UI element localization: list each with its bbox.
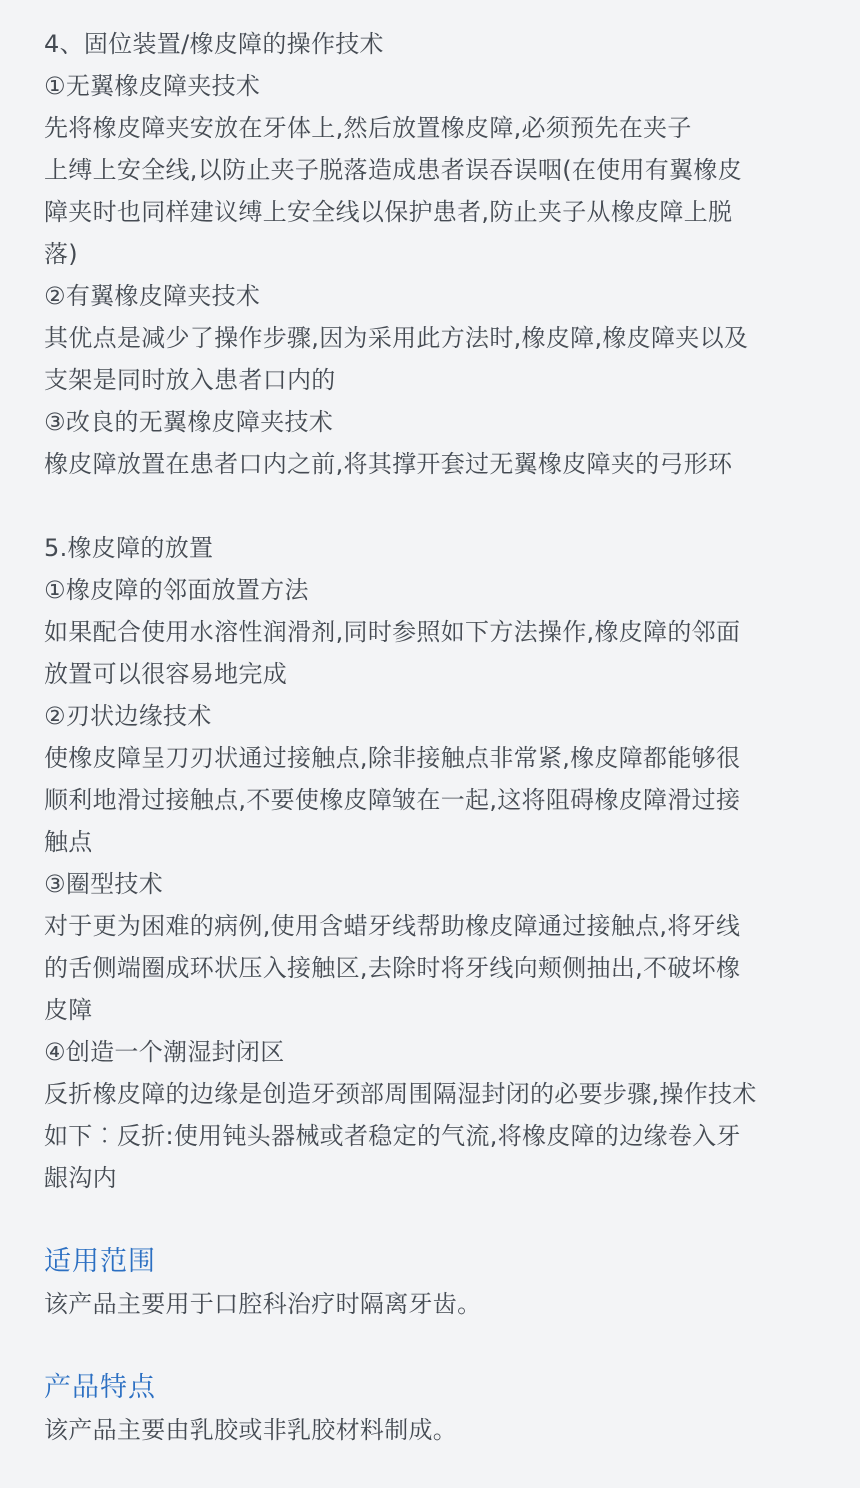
features-text: 该产品主要由乳胶或非乳胶材料制成。: [44, 1416, 458, 1444]
section5-sub3-line: 皮障: [44, 996, 93, 1024]
spacer: [44, 485, 816, 527]
section4-sub3-title: ③改良的无翼橡皮障夹技术: [44, 408, 334, 436]
section4-sub1-line: 先将橡皮障夹安放在牙体上,然后放置橡皮障,必须预先在夹子: [44, 114, 692, 142]
features-heading: 产品特点: [44, 1372, 156, 1403]
scope-text: 该产品主要用于口腔科治疗时隔离牙齿。: [44, 1290, 482, 1318]
section5-sub3-title: ③圈型技术: [44, 870, 164, 898]
section4-sub1-line: 上缚上安全线,以防止夹子脱落造成患者误吞误咽(在使用有翼橡皮: [44, 156, 742, 184]
section4-sub1-line: 落): [44, 240, 78, 268]
section5-sub1-line: 放置可以很容易地完成: [44, 660, 287, 688]
scope-heading: 适用范围: [44, 1246, 156, 1277]
section5-sub1-line: 如果配合使用水溶性润滑剂,同时参照如下方法操作,橡皮障的邻面: [44, 618, 741, 646]
section5-sub2-line: 顺利地滑过接触点,不要使橡皮障皱在一起,这将阻碍橡皮障滑过接: [44, 786, 741, 814]
section4-heading: 4、固位装置/橡皮障的操作技术: [44, 30, 384, 58]
section5-sub2-line: 使橡皮障呈刀刃状通过接触点,除非接触点非常紧,橡皮障都能够很: [44, 744, 741, 772]
spacer: [44, 1199, 816, 1241]
section4-sub1-title: ①无翼橡皮障夹技术: [44, 72, 261, 100]
section5-sub1-title: ①橡皮障的邻面放置方法: [44, 576, 309, 604]
section5-sub3-line: 的舌侧端圈成环状压入接触区,去除时将牙线向颊侧抽出,不破坏橡: [44, 954, 741, 982]
section5-sub4-line: 如下︰反折:使用钝头器械或者稳定的气流,将橡皮障的边缘卷入牙: [44, 1122, 741, 1150]
section4-sub1-line: 障夹时也同样建议缚上安全线以保护患者,防止夹子从橡皮障上脱: [44, 198, 733, 226]
spacer: [44, 1325, 816, 1367]
section5-sub4-line: 反折橡皮障的边缘是创造牙颈部周围隔湿封闭的必要步骤,操作技术: [44, 1080, 757, 1108]
section4-sub2-line: 其优点是减少了操作步骤,因为采用此方法时,橡皮障,橡皮障夹以及: [44, 324, 749, 352]
section4-sub2-title: ②有翼橡皮障夹技术: [44, 282, 261, 310]
section5-sub2-title: ②刃状边缘技术: [44, 702, 212, 730]
section5-heading: 5.橡皮障的放置: [44, 534, 214, 562]
section4-sub2-line: 支架是同时放入患者口内的: [44, 366, 336, 394]
section4-sub3-line: 橡皮障放置在患者口内之前,将其撑开套过无翼橡皮障夹的弓形环: [44, 450, 733, 478]
section5-sub4-title: ④创造一个潮湿封闭区: [44, 1038, 285, 1066]
section5-sub3-line: 对于更为困难的病例,使用含蜡牙线帮助橡皮障通过接触点,将牙线: [44, 912, 741, 940]
section5-sub2-line: 触点: [44, 828, 93, 856]
section5-sub4-line: 龈沟内: [44, 1164, 117, 1192]
